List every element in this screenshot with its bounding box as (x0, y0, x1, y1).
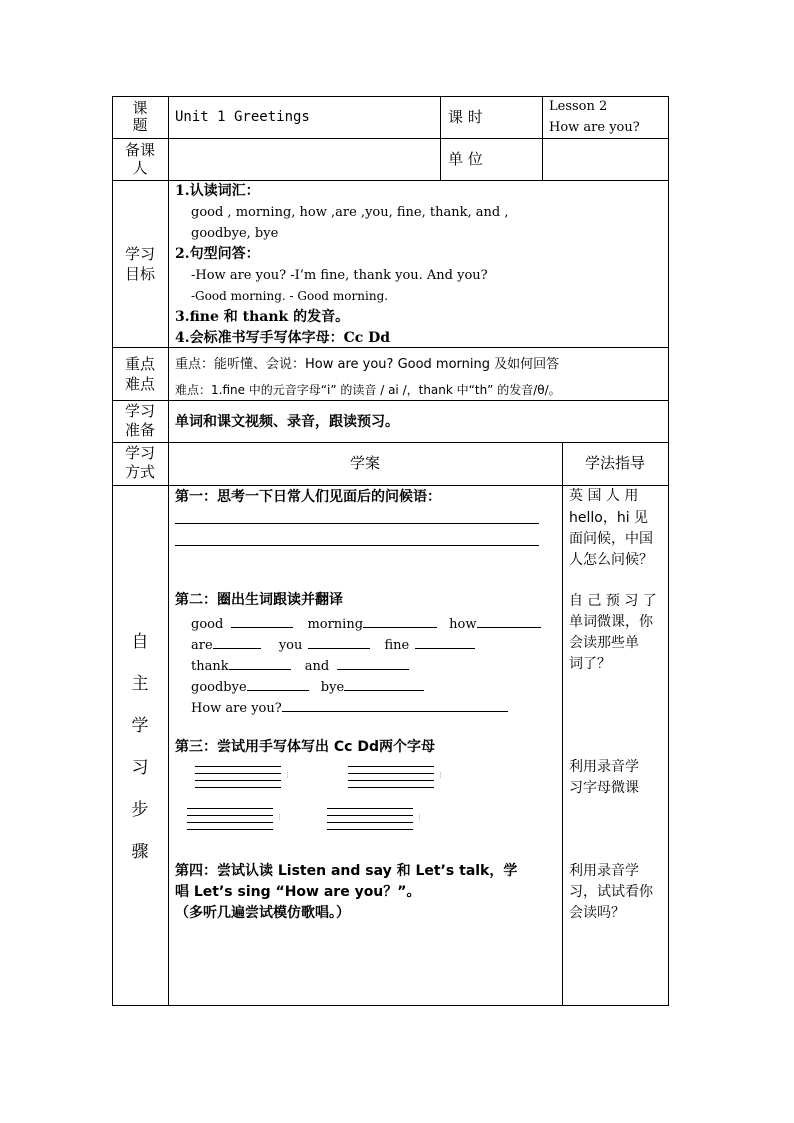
vocab-word: goodbye (191, 680, 247, 695)
period-label: 课 时 (448, 108, 483, 126)
vocab-row (191, 657, 409, 673)
topic-label: 课题 (132, 99, 148, 134)
vocab-word: thank (191, 659, 229, 674)
row-divider (112, 442, 669, 443)
row-divider (112, 347, 669, 348)
side-char: 步 (131, 800, 149, 820)
side-char: 骤 (131, 842, 149, 862)
lesson-line2: How are you? (549, 120, 640, 135)
vocab-row (191, 615, 541, 631)
answer-line[interactable] (175, 523, 539, 524)
table-border-top (112, 96, 669, 97)
vocab-row (191, 699, 508, 715)
vocab-word: bye (320, 680, 345, 695)
vocab-word: morning (307, 617, 364, 632)
goal-4: 4.会标准书写手写体字母：Cc Dd (175, 330, 391, 346)
key-difficulty: 难点：1.fine 中的元音字母“i” 的读音 / ai /，thank 中“th” 的发音/θ/。 (175, 383, 561, 397)
header-column-divider (440, 96, 441, 181)
vocab-row (191, 636, 475, 652)
step-4-line-2: 唱 Let’s sing “How are you？”。 (175, 884, 421, 900)
guide-column-divider (562, 442, 563, 1006)
prep-label: 学习准备 (124, 402, 155, 439)
vocab-blank[interactable] (344, 678, 424, 691)
side-char: 习 (131, 758, 149, 778)
vocab-blank[interactable] (247, 678, 309, 691)
step-2-title: 第二：圈出生词跟读并翻译 (175, 592, 343, 608)
preparer-label: 备课人 (124, 141, 155, 177)
vocab-word: fine (384, 638, 410, 653)
vocab-blank[interactable] (282, 699, 508, 712)
goal-1-words-2: goodbye, bye (191, 226, 279, 241)
vocab-blank[interactable] (477, 615, 541, 628)
row-divider (112, 180, 669, 181)
answer-line[interactable] (175, 545, 539, 546)
side-char: 自 (131, 632, 149, 652)
vocab-word: How are you? (191, 701, 282, 716)
side-char: 学 (131, 716, 149, 736)
goal-1-title: 1.认读词汇： (175, 183, 260, 199)
vocab-blank[interactable] (229, 657, 291, 670)
vocab-row (191, 678, 424, 694)
label-column-divider (168, 96, 169, 1006)
step-4-line-1: 第四：尝试认读 Listen and say 和 Let’s talk，学 (175, 863, 518, 879)
goal-2-line-1: -How are you? -I’m fine, thank you. And you? (191, 268, 488, 283)
vocab-word: how (449, 617, 477, 632)
vocab-word: you (278, 638, 303, 653)
table-border-bottom (112, 1005, 669, 1006)
topic-value: Unit 1 Greetings (175, 109, 310, 125)
vocab-blank[interactable] (308, 636, 370, 649)
side-char: 主 (131, 674, 149, 694)
guide-header: 学法指导 (584, 454, 645, 472)
vocab-blank[interactable] (363, 615, 437, 628)
vocab-word: and (304, 659, 330, 674)
table-border-right (668, 96, 669, 1006)
step-4-line-3: （多听几遍尝试模仿歌唱。） (175, 905, 350, 921)
prep-text: 单词和课文视频、录音，跟读预习。 (175, 414, 399, 430)
header-column-divider (542, 96, 543, 181)
vocab-blank[interactable] (231, 615, 293, 628)
goal-3: 3.fine 和 thank 的发音。 (175, 309, 350, 325)
vocab-blank[interactable] (415, 636, 475, 649)
row-divider (112, 485, 669, 486)
row-divider (112, 138, 669, 139)
table-border-left (112, 96, 113, 1006)
key-focus: 重点：能听懂、会说：How are you? Good morning 及如何回答 (175, 357, 560, 372)
goal-2-title: 2.句型问答： (175, 246, 260, 262)
goal-2-line-2: -Good morning. - Good morning. (191, 289, 389, 303)
step-3-title: 第三：尝试用手写体写出 Cc Dd两个字母 (175, 739, 435, 755)
step-1-title: 第一：思考一下日常人们见面后的问候语： (175, 489, 441, 505)
vocab-word: good (191, 617, 224, 632)
vocab-word: are (191, 638, 213, 653)
lesson-line1: Lesson 2 (549, 99, 608, 114)
method-label: 学习方式 (124, 444, 155, 481)
unit-label: 单 位 (448, 150, 483, 168)
goals-label: 学习目标 (124, 245, 155, 283)
vocab-blank[interactable] (213, 636, 261, 649)
plan-header: 学案 (349, 454, 380, 472)
row-divider (112, 400, 669, 401)
key-label: 重点难点 (124, 355, 155, 393)
vocab-blank[interactable] (337, 657, 409, 670)
goal-1-words-1: good , morning, how ,are ,you, fine, thank, and , (191, 205, 509, 220)
